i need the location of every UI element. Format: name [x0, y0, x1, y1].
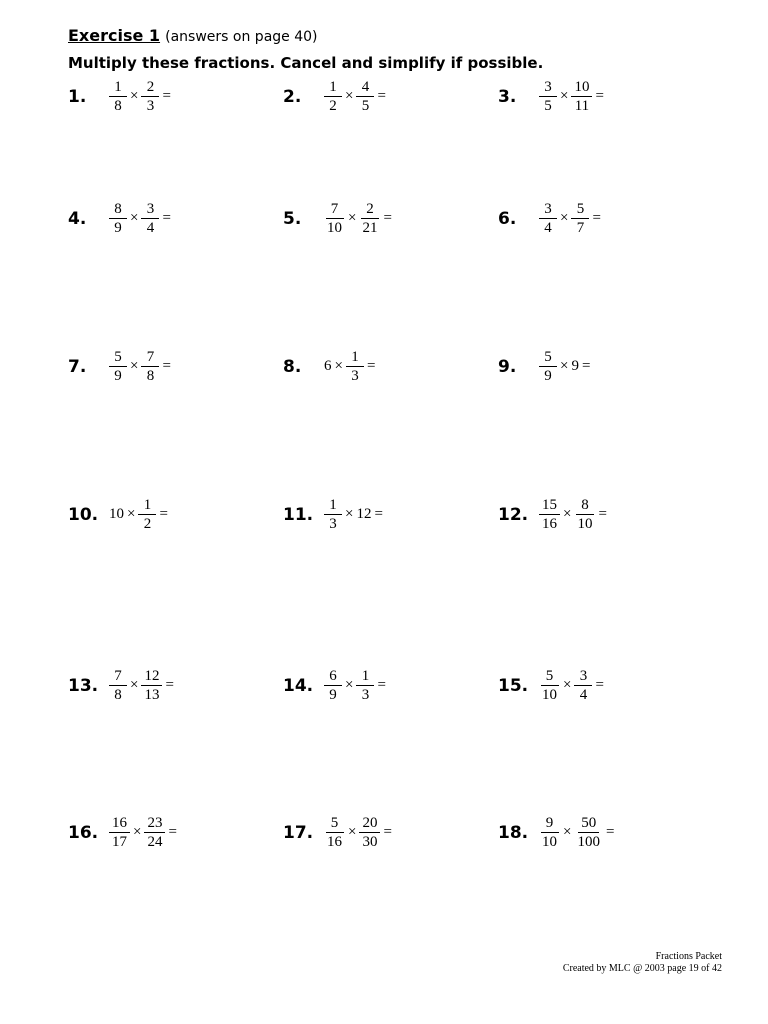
numerator: 3 [141, 200, 159, 219]
denominator: 2 [143, 516, 152, 532]
fraction [574, 667, 592, 704]
fraction [574, 496, 595, 533]
exercise-heading [68, 24, 748, 49]
numerator: 3 [539, 200, 557, 219]
problem-18 [498, 814, 616, 851]
numerator: 5 [571, 200, 589, 219]
numerator: 1 [346, 348, 364, 367]
numerator: 5 [541, 667, 559, 686]
problem-number: 9. [498, 356, 517, 377]
equals-sign: = [383, 824, 392, 840]
problem-number: 8. [283, 356, 302, 377]
problem-expression [323, 348, 377, 385]
problem-6 [498, 200, 603, 237]
denominator: 2 [329, 98, 337, 114]
times-sign: × [130, 88, 139, 104]
equals-sign: = [383, 210, 392, 226]
denominator: 10 [542, 834, 557, 850]
equals-sign: = [595, 88, 604, 104]
denominator: 16 [542, 516, 557, 532]
problem-expression [538, 200, 603, 237]
times-sign: × [560, 88, 569, 104]
fraction [571, 78, 592, 115]
problem-expression [108, 667, 176, 704]
numerator: 7 [141, 348, 159, 367]
problem-3 [498, 78, 606, 115]
page-footer [563, 951, 722, 975]
equals-sign: = [162, 210, 171, 226]
whole-number: 9 [571, 358, 579, 374]
exercise-title: Exercise 1 [68, 26, 161, 45]
denominator: 13 [144, 687, 160, 703]
fraction [359, 814, 380, 851]
fraction [359, 200, 380, 237]
problem-1 [68, 78, 173, 115]
equals-sign: = [162, 88, 171, 104]
denominator: 4 [544, 220, 552, 236]
denominator: 9 [544, 368, 552, 384]
denominator: 3 [329, 516, 337, 532]
numerator: 5 [109, 348, 127, 367]
fraction [109, 667, 127, 704]
numerator: 2 [361, 200, 379, 219]
fraction [141, 667, 162, 704]
numerator: 1 [356, 667, 374, 686]
times-sign: × [334, 358, 343, 374]
fraction [346, 348, 364, 385]
equals-sign: = [595, 677, 604, 693]
denominator: 8 [114, 687, 122, 703]
problem-number: 17. [283, 822, 314, 843]
problem-expression [538, 78, 606, 115]
denominator: 4 [146, 220, 155, 236]
problem-expression [108, 200, 173, 237]
problem-9 [498, 348, 592, 385]
equals-sign: = [168, 824, 177, 840]
equals-sign: = [377, 88, 386, 104]
fraction [141, 200, 159, 237]
problem-14 [283, 667, 388, 704]
equals-sign: = [598, 506, 607, 522]
fraction [324, 78, 342, 115]
problem-expression [108, 496, 170, 533]
problem-number: 2. [283, 86, 302, 107]
numerator: 1 [324, 78, 342, 97]
numerator: 15 [539, 496, 560, 515]
times-sign: × [130, 677, 139, 693]
fraction [324, 814, 345, 851]
problem-2 [283, 78, 388, 115]
denominator: 8 [114, 98, 122, 114]
times-sign: × [127, 506, 136, 522]
problem-expression [323, 78, 388, 115]
problem-expression [538, 348, 592, 385]
times-sign: × [563, 506, 572, 522]
problem-number: 3. [498, 86, 517, 107]
instructions: Multiply these fractions. Cancel and simplify if possible. [68, 54, 544, 72]
times-sign: × [348, 824, 357, 840]
numerator: 6 [324, 667, 342, 686]
problem-expression [108, 348, 173, 385]
denominator: 17 [112, 834, 127, 850]
problem-expression [323, 496, 385, 533]
fraction [141, 78, 159, 115]
numerator: 8 [109, 200, 127, 219]
problem-expression [538, 667, 606, 704]
fraction [356, 78, 374, 115]
problem-4 [68, 200, 173, 237]
times-sign: × [348, 210, 357, 226]
numerator: 7 [109, 667, 127, 686]
denominator: 10 [577, 516, 593, 532]
denominator: 9 [114, 220, 122, 236]
fraction [141, 348, 159, 385]
numerator: 1 [109, 78, 127, 97]
exercise-header [68, 24, 748, 77]
fraction [571, 200, 589, 237]
numerator: 4 [356, 78, 374, 97]
fraction [539, 348, 557, 385]
problem-13 [68, 667, 176, 704]
fraction [109, 78, 127, 115]
times-sign: × [133, 824, 142, 840]
problem-expression [323, 814, 394, 851]
times-sign: × [563, 824, 572, 840]
problem-number: 13. [68, 675, 99, 696]
denominator: 9 [114, 368, 122, 384]
times-sign: × [345, 677, 354, 693]
equals-sign: = [165, 677, 174, 693]
equals-sign: = [592, 210, 601, 226]
denominator: 30 [362, 834, 378, 850]
fraction [324, 667, 342, 704]
fraction [539, 667, 560, 704]
problem-expression [108, 78, 173, 115]
numerator: 16 [109, 814, 130, 833]
fraction [356, 667, 374, 704]
denominator: 3 [361, 687, 370, 703]
equals-sign: = [377, 677, 386, 693]
numerator: 50 [578, 814, 599, 833]
fraction [539, 78, 557, 115]
times-sign: × [345, 88, 354, 104]
problem-number: 12. [498, 504, 529, 525]
denominator: 5 [544, 98, 552, 114]
problem-number: 1. [68, 86, 87, 107]
problem-number: 6. [498, 208, 517, 229]
fraction [539, 200, 557, 237]
whole-number: 10 [109, 506, 124, 522]
fraction [109, 348, 127, 385]
fraction [539, 496, 560, 533]
fraction [574, 814, 603, 851]
problem-number: 18. [498, 822, 529, 843]
denominator: 3 [146, 98, 155, 114]
problem-12 [498, 496, 609, 533]
equals-sign: = [581, 358, 591, 374]
numerator: 3 [574, 667, 592, 686]
times-sign: × [345, 506, 354, 522]
footer-page-info: Created by MLC @ 2003 page 19 of 42 [562, 963, 722, 974]
numerator: 3 [539, 78, 557, 97]
numerator: 1 [138, 496, 156, 515]
numerator: 5 [326, 814, 344, 833]
times-sign: × [130, 358, 139, 374]
numerator: 23 [144, 814, 165, 833]
denominator: 4 [579, 687, 588, 703]
problem-number: 14. [283, 675, 314, 696]
problem-number: 11. [283, 504, 314, 525]
numerator: 12 [141, 667, 162, 686]
problem-17 [283, 814, 394, 851]
numerator: 8 [576, 496, 594, 515]
problem-7 [68, 348, 173, 385]
denominator: 9 [329, 687, 337, 703]
denominator: 100 [577, 834, 600, 850]
answers-note: (answers on page 40) [165, 29, 318, 45]
equals-sign: = [162, 358, 171, 374]
denominator: 21 [362, 220, 378, 236]
equals-sign: = [366, 358, 376, 374]
problem-number: 15. [498, 675, 529, 696]
numerator: 9 [541, 814, 559, 833]
denominator: 7 [576, 220, 585, 236]
times-sign: × [560, 358, 569, 374]
problem-10 [68, 496, 170, 533]
problem-15 [498, 667, 606, 704]
problem-8 [283, 348, 377, 385]
problem-expression [538, 814, 616, 851]
denominator: 10 [542, 687, 557, 703]
denominator: 10 [327, 220, 342, 236]
numerator: 10 [571, 78, 592, 97]
problem-number: 10. [68, 504, 99, 525]
denominator: 16 [327, 834, 342, 850]
fraction [324, 200, 345, 237]
footer-packet-title: Fractions Packet [655, 951, 722, 962]
problem-5 [283, 200, 394, 237]
denominator: 5 [361, 98, 370, 114]
denominator: 8 [146, 368, 155, 384]
numerator: 5 [539, 348, 557, 367]
denominator: 3 [351, 368, 359, 384]
numerator: 2 [141, 78, 159, 97]
problem-expression [323, 200, 394, 237]
problem-number: 5. [283, 208, 302, 229]
fraction [324, 496, 342, 533]
denominator: 11 [574, 98, 590, 114]
fraction [144, 814, 165, 851]
problem-number: 16. [68, 822, 99, 843]
problem-expression [323, 667, 388, 704]
problem-expression [538, 496, 609, 533]
times-sign: × [130, 210, 139, 226]
fraction [539, 814, 560, 851]
whole-number: 12 [356, 506, 372, 522]
times-sign: × [563, 677, 572, 693]
equals-sign: = [374, 506, 383, 522]
fraction [138, 496, 156, 533]
equals-sign: = [605, 824, 615, 840]
numerator: 7 [326, 200, 344, 219]
fraction [109, 200, 127, 237]
times-sign: × [560, 210, 569, 226]
whole-number: 6 [324, 358, 332, 374]
numerator: 20 [359, 814, 380, 833]
problem-number: 7. [68, 356, 87, 377]
fraction [109, 814, 130, 851]
problem-11 [283, 496, 385, 533]
denominator: 24 [147, 834, 163, 850]
equals-sign: = [159, 506, 168, 522]
problem-16 [68, 814, 179, 851]
numerator: 1 [324, 496, 342, 515]
problem-number: 4. [68, 208, 87, 229]
problem-expression [108, 814, 179, 851]
